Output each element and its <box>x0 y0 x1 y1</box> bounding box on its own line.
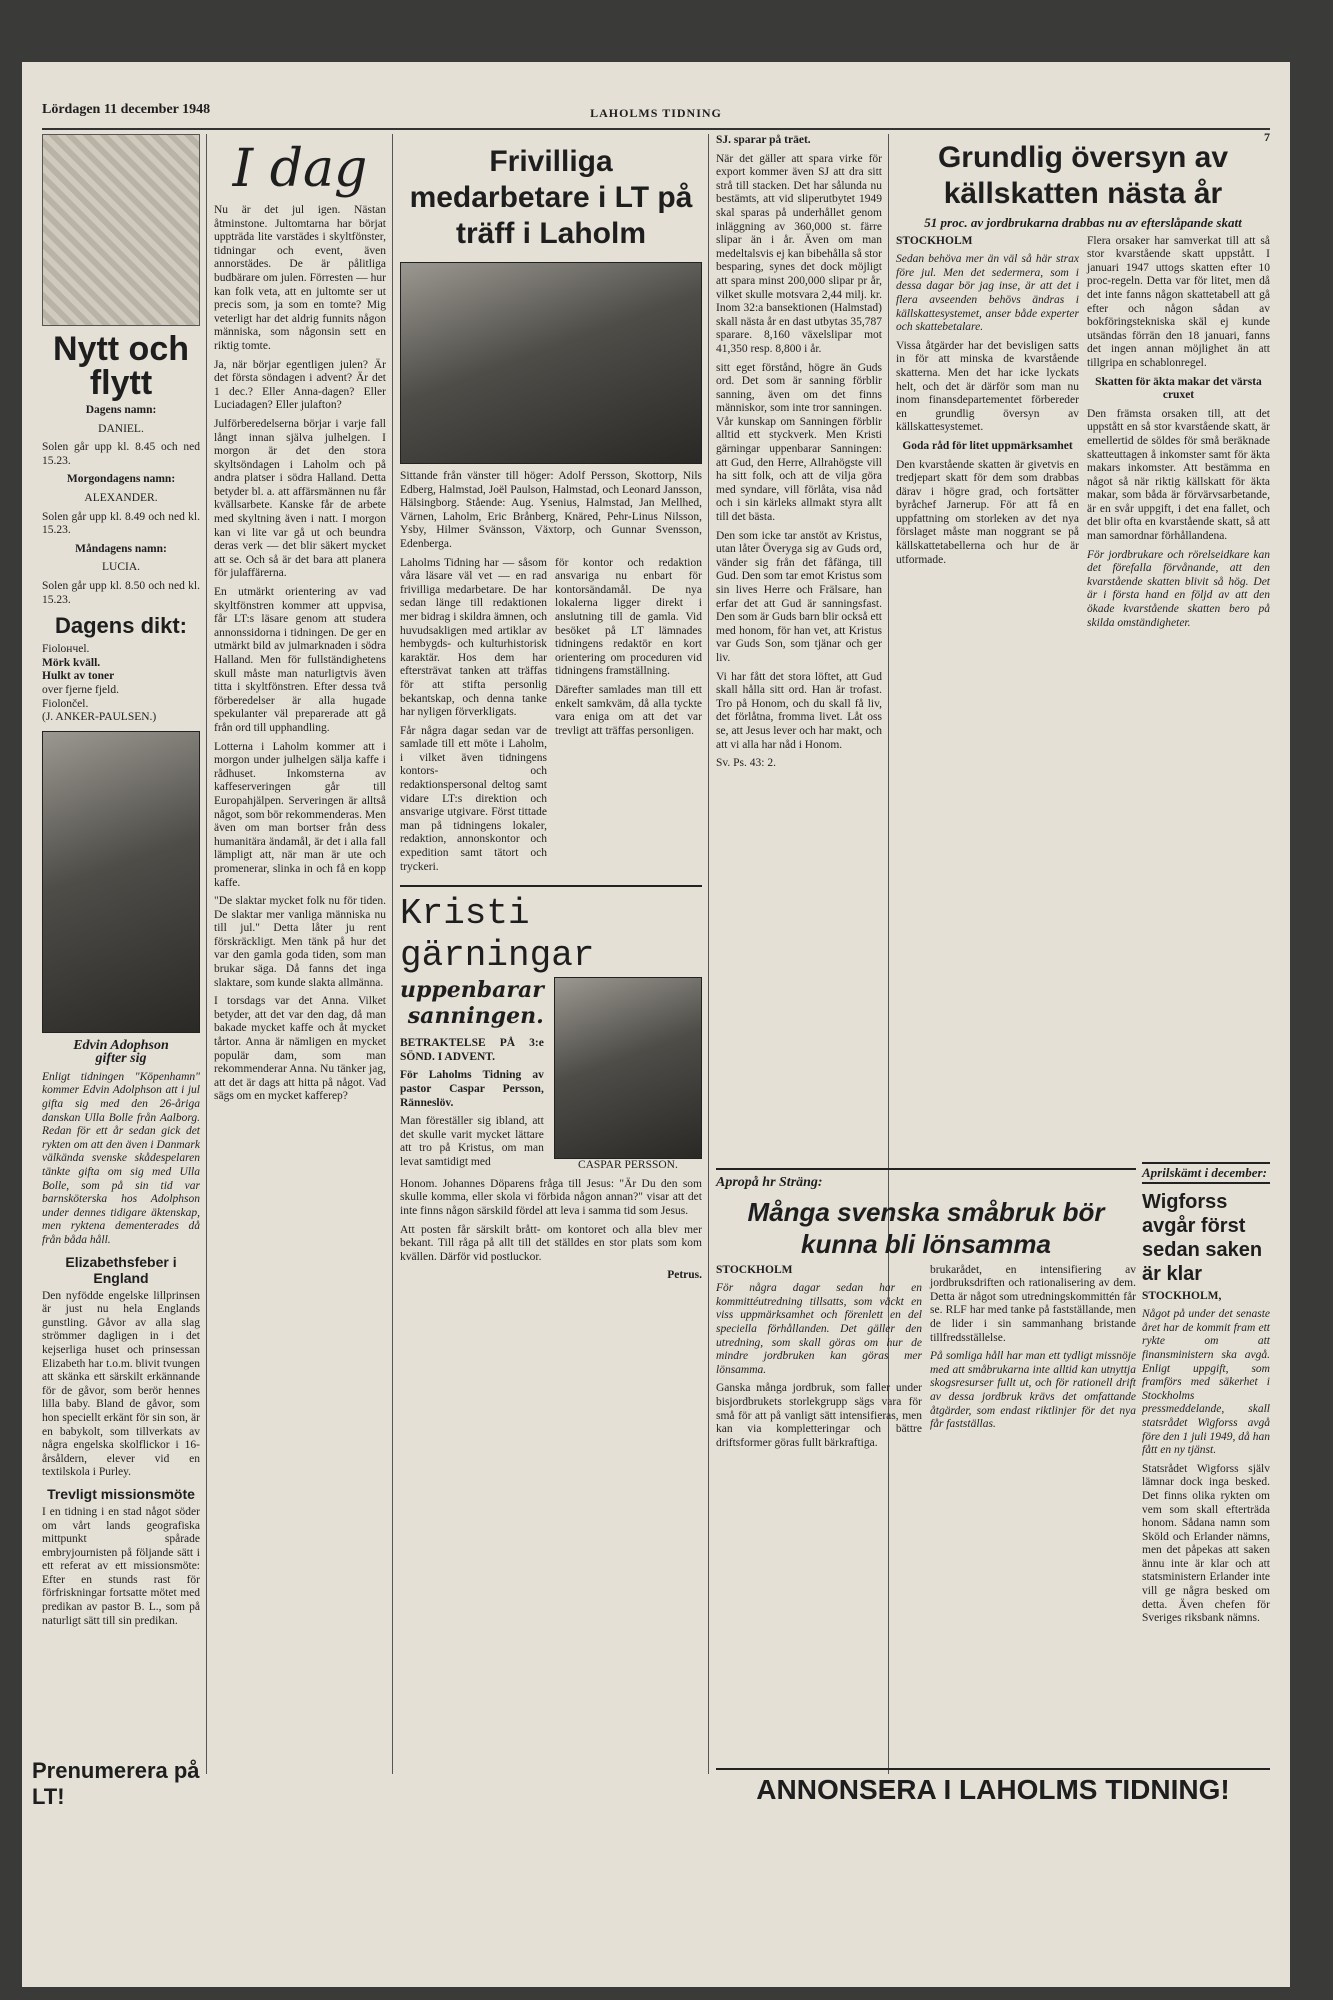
mandagens-namn-label: Måndagens namn: <box>75 542 167 555</box>
poem-line: Mörk kväll. <box>42 656 101 669</box>
article-text: Att posten får särskilt brått- om kontoret och alla blev mer bekant. Till råga på allt till det ställdes en stor plats som kom kvällen. Därför vid postluckor. <box>400 1223 702 1263</box>
article-text: sitt eget förstånd, högre än Guds ord. Det som är sanning förblir sanning, även om det finns människor, som inte tror sanningen. Vår kunskap om Sanningen förblir alltid ett styckverk. Men Kristi gärningar uppenbarar Sanningen: att Gud, den Herre, Allrahögste vill ha sitt folk, och att de vilja göra med syndare, vill förlåta, visa nåd och i sin kärleks allmakt styra allt till det bästa. <box>716 361 882 524</box>
photo-caption: Edvin Adophson <box>73 1037 169 1053</box>
article-text: Julförberedelserna börjar i varje fall långt innan själva julhelgen. I morgon är det den stora skyltsöndagen i Laholm och på andra platser i södra Halland. Detta betyder bl. a. att affärsmännen nu får kvällsarbete. Kanske får de arbete med skyltning även i natt. I morgon kan vi lite var gå ut och beundra deras verk — det blir säkert mycket att se. Och så är det bara att planera för julaffärerna. <box>214 417 386 580</box>
article-text: På somliga håll har man ett tydligt missnöje med att småbrukarna inte alltid kan utnyttja skogsresurser fullt ut, och för rationell drift av dessa jordbruk krävs det omfattande åtgärder, som endast riktlinjer för det nya får fastställas. <box>930 1350 1136 1431</box>
kristi-left <box>400 977 544 1178</box>
poem-line: over fjerne fjeld. <box>42 683 119 696</box>
sun-times: Solen går upp kl. 8.45 och ned 15.23. <box>42 441 200 467</box>
article-text: Vissa åtgärder har det bevisligen satts in för att minska de kvarstående skatterna. Men det har icke lyckats helt, och det är därför som man nu inom finansdepartementet förbereder en grundlig översyn av källskattesystemet. <box>896 339 1079 434</box>
morgondagens-namn-label: Morgondagens namn: <box>66 473 176 486</box>
article-text: "De slaktar mycket folk nu för tiden. De slaktar mer vanliga människa nu till jul." Detta låter ju rent förskräckligt. Men tänk på hur det var den gamla goda tiden, som man brukar säga. Då fanns det inga slaktare, som kunde slakta allmänna. <box>214 895 386 989</box>
byline: För Laholms Tidning av pastor Caspar Persson, Ränneslöv. <box>400 1069 544 1109</box>
dateline: STOCKHOLM, <box>1142 1289 1222 1302</box>
article-text: Ja, när börjar egentligen julen? Är det första söndagen i advent? Är det 1 dec.? Eller Anna-dagen? Eller Luciadagen? Eller julafton? <box>214 358 386 412</box>
article-heading: SJ. sparar på träet. <box>716 134 811 146</box>
portrait-caption: CASPAR PERSSON. <box>577 1159 678 1172</box>
aprop-label: Apropå hr Sträng: <box>716 1175 823 1190</box>
page-number: 7 <box>1264 130 1270 144</box>
dateline: STOCKHOLM <box>896 234 973 247</box>
wigforss-headline: Wigforss avgår först sedan saken är klar <box>1142 1190 1263 1285</box>
issue-date: Lördagen 11 december 1948 <box>42 102 211 117</box>
column-kallskatten <box>896 134 1270 635</box>
annonsera-ad: ANNONSERA I LAHOLMS TIDNING! <box>716 1768 1270 1806</box>
article-text: för kontor och redaktion ansvariga nu enbart för kontorsändamål. De nya lokalerna ligger direkt i anslutning till de gamla. Vid besöket på LT lämnades tidningens redaktör en kort orientering om proceduren vid tidningens framställning. <box>555 556 702 678</box>
article-text: Den nyfödde engelske lillprinsen är just nu hela Englands gunstling. Gåvor av alla slag strömmer dagligen in i det kejserliga huset och prinsessan Elizabeth har t.o.m. blivit tvungen att skänka ett särskilt erkännande för de gåvor, som berör hennes lilla baby. Bland de gåvor, som hon speciellt erkänt för sin son, är en babykolt, som tillverkats av några engelska skolflickor i 16-årsåldern, elever vid en textilskola i Purley. <box>42 1289 200 1479</box>
kallskatten-subheadline: 51 proc. av jordbrukarna drabbas nu av efterslåpande skatt <box>924 215 1242 230</box>
article-col <box>716 1264 922 1456</box>
photo-caption: gifter sig <box>95 1051 147 1067</box>
article-lead: För några dagar sedan har en kommittéutredning tillsatts, som väckt en viss uppmärksamhet och förenlett en del speciella förhållanden. Det gäller den utredning, som skall göras om hur de mindre jordbruken kan göras mer lönsamma. <box>716 1282 922 1376</box>
section-rule <box>716 1168 1136 1170</box>
article-lead: Något på under det senaste året har de kommit fram ett rykte om att finansministern ska avgå. Enligt uppgift, som framförs med säkerhet i Stockholms pressmeddelande, skall statsrådet Wigforss avgå före den 1 juli 1949, då han fått en ny tjänst. <box>1142 1308 1270 1457</box>
betraktelse-label: BETRAKTELSE PÅ 3:e SÖND. I ADVENT. <box>400 1037 544 1063</box>
article-text: Får några dagar sedan var de samlade till ett möte i Laholm, i vilket även tidningens kontors- och redaktionspersonal deltog samt vidare LT:s direktion och ansvarige utgivare. Först tittade man på tidningens lokaler, redaktion, annonskontor och expedition samt tätort och tryckeri. <box>400 724 547 873</box>
article-lead: Sedan behöva mer än väl så här strax före jul. Men det sedermera, som i dessa dagar bör jag inse, är att det i flera avseenden behövs ändras i källskattesystemet, anser både experter och skattebetalare. <box>896 253 1079 334</box>
article-text: Nu är det jul igen. Nästan åtminstone. Jultomtarna har börjat uppträda lite varstädes i skyltfönster, tidningar och event, även annorstädes. De är pålitliga budbärare om julen. Förresten — hur kan folk veta, att en jultomte ser ut precis som, ja som en tomte? Mig veterligt har det aldrig funnits någon människa, som någonsin sett en riktig tomte. <box>214 204 386 352</box>
main-headline: Frivilliga medarbetare i LT på träff i Laholm <box>409 145 693 250</box>
section-rule <box>400 885 702 887</box>
photo-caption: Sittande från vänster till höger: Adolf Persson, Skottorp, Nils Edberg, Halmstad, Joël Paulson, Halmstad, och Leonard Jansson, Hälsingborg. Stående: Aug. Ysenius, Halmstad, Jan Mellhed, Värnen, Laholm, Eric Brånberg, Knäred, Pehr-Linus Nilsson, Ysby, Hilmer Svänsson, Växtorp, och Gunnar Svensson, Edenberga. <box>400 470 702 550</box>
article-text: Man föreställer sig ibland, att det skulle varit mycket lättare att tro på Kristus, om man levat samtidigt med <box>400 1115 544 1168</box>
newspaper-page <box>22 62 1290 1987</box>
column-medarbetare <box>400 134 702 1288</box>
mandagens-namn: LUCIA. <box>101 561 140 574</box>
article-heading: Skatten för äkta makar det värsta cruxet <box>1095 375 1262 402</box>
article-text: Statsrådet Wigforss själv lämnar dock inga besked. Det finns olika rykten om vem som skall efterträda honom. Sådana namn som Sköld och Erlander nämns, men det påpekas att saken ännu inte är klar och att statsministern Erlander inte vill ge några besked om detta. Även chefen för Sveriges riksbank nämns. <box>1142 1462 1270 1625</box>
article-text: I torsdags var det Anna. Vilket betyder, att det var den dag, då man bakade mycket kaffe och åt mycket tårtor. Anna är nämligen en mycket populär dam, som man rekommenderar Anna. Nu tänker jag, att det är dags att hitta på något. Vad sägs om en mycket kafferep? <box>214 995 386 1103</box>
column-i-dag <box>214 134 386 1109</box>
edvin-adolphson-photo <box>42 731 200 1033</box>
article-col <box>930 1264 1136 1456</box>
article-col <box>1087 235 1270 636</box>
wigforss-article <box>1142 1162 1270 1631</box>
kallskatten-headline: Grundlig översyn av källskatten nästa år <box>937 141 1229 210</box>
sun-times: Solen går upp kl. 8.49 och ned kl. 15.23. <box>42 510 200 537</box>
column-sj <box>716 134 882 776</box>
airplane-illustration <box>42 134 200 326</box>
reference: Sv. Ps. 43: 2. <box>716 757 776 770</box>
article-col <box>896 235 1079 636</box>
article-text: Den kvarstående skatten är givetvis en tredjepart skatt för dem som drabbas därav i högre grad, och fortsätter byråchef Jarnerup. För att få en uppfattning om storleken av det nya förslaget måste man noggrant se på källskattetabellerna och hur de är utformade. <box>896 458 1079 566</box>
article-heading: Goda råd för litet uppmärksamhet <box>902 439 1073 452</box>
prenumerera-ad: Prenumerera på LT! <box>32 1758 200 1809</box>
smabruk-article <box>716 1162 1136 1455</box>
kristi-headline: Kristi gärningar <box>400 893 595 977</box>
sun-times: Solen går upp kl. 8.50 och ned kl. 15.23. <box>42 579 200 606</box>
signature: Petrus. <box>667 1269 702 1282</box>
kristi-right <box>554 977 702 1178</box>
masthead-name: LAHOLMS TIDNING <box>590 106 722 120</box>
poem-author: (J. ANKER-PAULSEN.) <box>42 711 157 724</box>
column-rule <box>708 134 709 1774</box>
article-text: Den främsta orsaken till, att det uppstått en så stor kvarstående skatt, är emellertid de söldes för små beräknade skatteuttagen å inkomster samt för äkta makars inkomster. Att bestämma en något så när riktig källskatt för äkta makar, som båda är förvärvsarbetande, är en svår uppgift, i det ena fallet, och det blir ofta en kvarstående skatt, så att man samordnar förhållandena. <box>1087 407 1270 543</box>
i-dag-heading: I dag <box>232 139 368 199</box>
article-text: Vi har fått det stora löftet, att Gud skall hålla sitt ord. Han är trofast. Tro på Honom, och du skall få liv, det förlåtna, fromma livet. Låt oss se, att Jesus lever och har makt, och att vi alla har nåd i Honom. <box>716 670 882 751</box>
group-photo <box>400 262 702 464</box>
april-label: Aprilskämt i december: <box>1142 1162 1270 1184</box>
column-rule <box>206 134 207 1774</box>
article-text: Flera orsaker har samverkat till att så stor kvarstående skatt uppstått. I januari 1947 uttogs skatten efter 10 proc-regeln. Detta var för litet, men då det inte fanns någon skattetabell att gå efter och någon sådan av bokföringstekniska skäl ej kunde utsändas förrän den 18 januari, fanns det ingen annan möjlighet än att tillgripa en schablonregel. <box>1087 234 1270 369</box>
article-col <box>555 557 702 880</box>
header-rule <box>42 128 1270 130</box>
article-text: Den som icke tar anstöt av Kristus, utan låter Överyga sig av Guds ord, vänder sig från det fåfänga, till Gud. Den som tar emot Kristus som sin lives Herre och Frälsare, han erfar det att Gud är sanningsfast. Den som är Guds barn blir också ett med honom, för han vet, att Kristus var Guds Son, som tjänar och ger liv. <box>716 529 882 664</box>
article-text: Enligt tidningen "Köpenhamn" kommer Edvin Adolphson att i jul gifta sig med den 26-åriga danskan Ulla Bolle från Aalborg. Redan för ett år sedan gick det rykten om att den även i Danmark välkända svenske skådespelaren tänkte gifta om sig med Ulla Bolle, som på sin tid var barnsköterska hos Adolphson under dennes tidigare äktenskap, men ryktena dementerades då från båda håll. <box>42 1070 200 1246</box>
kristi-subheadline: sanningen. <box>407 1003 544 1030</box>
kristi-subheadline: uppenbarar <box>400 977 544 1004</box>
article-text: En utmärkt orientering av vad skyltfönstren kommer att uppvisa, får LT:s läsare genom att studera annonssidorna i tidningen. De ger en utmärkt bild av julmarknaden i södra Halland. Men för fullständighetens skull måste man naturligtvis även titta i skyltfönstren. Efter dessa två förberedelser är alla hugade spekulanter väl preparerade att gå från ord till upphandling. <box>214 586 386 734</box>
caspar-persson-portrait <box>554 977 702 1159</box>
poem-line: Fiolончel. <box>42 643 90 656</box>
article-col <box>400 557 547 880</box>
article-columns <box>896 235 1270 636</box>
article-columns <box>400 557 702 880</box>
article-columns <box>716 1264 1136 1456</box>
smabruk-headline: Många svenska småbruk bör kunna bli lönsamma <box>747 1196 1105 1259</box>
morgondagens-namn: ALEXANDER. <box>84 491 158 504</box>
article-text: När det gäller att spara virke för export kommer även SJ att dra sitt strå till stacken. Det har sålunda nu bestämts, att vid sliperutbytet 1949 skal sparas på underhållet genom inläggning av 360,000 st. färre slipar än i år. Även om man medeltalsvis ej kan bibehålla så stor besparing, synes det dock möjligt att spara minst 200,000 slipar pr år, vilket skulle motsvara 2,44 milj. kr. Inom 32:a bansektionen (Halmstad) skall nästa år en dast utbytas 35,787 sparare. 8,160 växelslipar mot 41,350 resp. 8,800 i år. <box>716 152 882 355</box>
article-text: Honom. Johannes Döparens fråga till Jesus: "Är Du den som skulle komma, eller skola vi förbida någon annan?" visar att det inte finns någon särskild fördel att leva i samma tid som Jesus. <box>400 1177 702 1217</box>
article-text: Därefter samlades man till ett enkelt samkväm, då alla tyckte vara eniga om att det var trevligt att träffas personligen. <box>555 683 702 737</box>
article-text: Lotterna i Laholm kommer att i morgon under julhelgen sälja kaffe i rådhuset. Inkomsterna av kaffeserveringen går till Europahjälpen. Serveringen är alltså något, som bör rekommenderas. Men även om man bortser från dess humanitära ändamål, är det i alla fall lämpligt att, när man är ute och promenerar, slinka in och få en kopp kaffe. <box>214 740 386 889</box>
dagens-namn: DANIEL. <box>98 422 144 435</box>
column-rule <box>888 134 889 1774</box>
article-text: I en tidning i en stad något söder om vårt lands geografiska mittpunkt spårade embryjournisten på följande sätt i ett referat av ett missionsmöte: Efter en stunds rast för förfriskningar fortsatte mötet med predikan av pastor B. L., som på naturligt sätt till sin predikan. <box>42 1505 200 1627</box>
column-nytt-och-flytt <box>42 134 200 1633</box>
dateline: STOCKHOLM <box>716 1263 793 1276</box>
column-rule <box>392 134 393 1774</box>
article-text: Laholms Tidning har — såsom våra läsare väl vet — en rad frivilliga medarbetare. De har sedan länge till redaktionen mer bidrag i skildra ämnen, och huvudsakligen med artiklar av hembygds- och kulturhistorisk karaktär. Hos dem har eftersträvat tanken att träffas för att stifta personlig bekantskap, och denna tanke har nyligen förverkligats. <box>400 556 547 719</box>
article-heading: Trevligt missionsmöte <box>47 1485 195 1502</box>
dagens-dikt-heading: Dagens dikt: <box>54 613 188 639</box>
article-heading: Elizabethsfeber i England <box>65 1253 177 1286</box>
poem-line: Hulkt av toner <box>42 670 115 683</box>
kristi-block <box>400 977 702 1178</box>
article-text: För jordbrukare och rörelseidkare kan det förefalla förvånande, att den kvarstående skatten blivit så hög. Det är i första hand en följd av att den ökade kvarstående skatten bero på skilda omständigheter. <box>1087 548 1270 629</box>
dagens-namn-label: Dagens namn: <box>85 404 157 416</box>
article-text: Ganska många jordbruk, som faller under bisjordbrukets storlekgrupp sägs vara för små för att på vanligt sätt intensifieras, men kan via kompletteringar och bättre driftsformer göras fullt bärkraftiga. <box>716 1382 922 1449</box>
poem-line: Fiolončel. <box>42 697 89 710</box>
nytt-och-flytt-heading: Nytt och flytt <box>53 330 189 402</box>
article-text: brukarådet, en intensifiering av jordbruksdriften och rationalisering av dem. Detta är något som utredningskommittén får se. RLF har med tanke på fastställande, men de lider i sin sammanhang bristande tillfredsställelse. <box>930 1263 1136 1344</box>
